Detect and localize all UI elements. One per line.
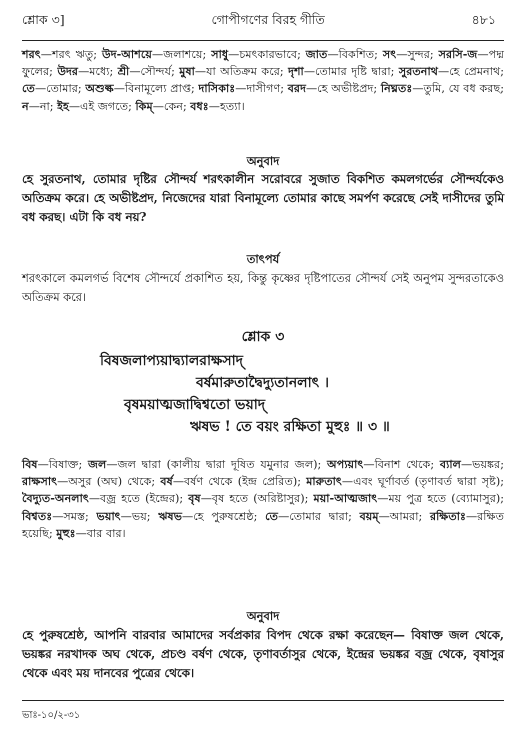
synonym-term: সুরতনাথ: [398, 64, 438, 79]
synonym-term: ঋষভ: [158, 508, 183, 523]
synonym-term: বৃষ: [188, 491, 201, 506]
header-chapter-title: গোপীগণের বিরহ গীতি: [211, 12, 325, 27]
synonym-meaning: সৌন্দর্য;: [140, 65, 180, 79]
synonym-meaning: বিনাশ থেকে;: [374, 458, 440, 471]
synonym-term: সাধু: [211, 47, 229, 61]
synonym-meaning: বজ্র হতে (ইন্দ্রের);: [100, 492, 189, 506]
footer-rule: [22, 700, 504, 701]
synonym-term: ভয়াৎ: [96, 508, 121, 523]
synonym-term: বয়ম্: [359, 508, 379, 523]
synonym-meaning: বর্ষণ থেকে (ইন্দ্র প্রেরিত);: [184, 475, 307, 489]
header-page-number: ৪৮১: [471, 12, 496, 27]
synonym-meaning: হে অভীষ্টপ্রদ;: [317, 82, 381, 96]
synonym-meaning: জলাশয়ে;: [163, 48, 212, 61]
synonym-meaning: ভয়;: [131, 509, 159, 523]
synonym-meaning: মধ্যে;: [89, 65, 118, 79]
synonym-term: উদ-আশয়ে: [102, 47, 153, 61]
synonym-meaning: না;: [39, 99, 58, 113]
synonym-meaning: তোমার;: [46, 82, 86, 96]
synonym-meaning: বৃষ হতে (অরিষ্টাসুর);: [211, 492, 314, 506]
verse-line: বিষজলাপ্যয়াদ্ব্যালরাক্ষসাদ্: [100, 353, 244, 369]
synonym-term: মারুতাৎ: [306, 474, 342, 489]
synonym-term: দৃশা: [288, 64, 304, 79]
synonym-meaning: বিষাক্ত;: [48, 458, 89, 471]
synonym-term: বিশ্বতঃ: [22, 508, 53, 523]
purport-heading: তাৎপর্য: [246, 252, 280, 266]
synonym-meaning: শরৎ ঋতু;: [51, 48, 103, 61]
synonym-term: শ্রী: [117, 64, 130, 79]
synonym-term: বধঃ: [190, 98, 209, 113]
synonym-meaning: যা অতিক্রম করে;: [206, 65, 289, 79]
header-rule: [22, 40, 504, 41]
verse-line: বৃষময়াত্মজাদ্বিশ্বতো ভয়াদ্: [124, 397, 266, 413]
synonym-meaning: চমৎকারভাবে;: [239, 48, 306, 61]
synonym-term: বিষ: [22, 457, 38, 471]
footer-signature: ভাঃ-১০/২-৩১: [22, 710, 81, 721]
header-verse-ref: শ্লোক ৩]: [22, 12, 65, 27]
synonym-meaning: রক্ষিত হয়েছি;: [22, 509, 504, 540]
verse-3: [22, 350, 504, 438]
synonym-term: জাত: [305, 47, 328, 61]
synonym-term: সৎ: [382, 47, 397, 61]
synonym-term: সরসি-জ: [438, 47, 478, 61]
verse-line: বর্ষমারুতাদ্বৈদ্যুতানলাৎ ।: [196, 375, 330, 391]
synonyms-verse-2: শরৎ—শরৎ ঋতু; উদ-আশয়ে—জলাশয়ে; সাধু—চমৎকারভাবে; জাত—বিকশিত; সৎ—সুন্দর; সরসি-জ—পদ্ম ফুলের; উদর—মধ্যে; শ্রী—সৌন্দর্য; মুষা—যা অতিক্রম করে; দৃশা—তোমার দৃষ্টি দ্বারা; সুরতনাথ—হে প্রেমনাথ; তে—তোমার; অশুল্ক—বিনামূল্যে প্রাপ্ত; দাসিকাঃ—দাসীগণ; বরদ—হে অভীষ্টপ্রদ; নিঘ্নতঃ—তুমি, যে বধ করছ; ন—না; ইহ—এই জগতে; কিম্—কেন; বধঃ—হত্যা।: [22, 47, 504, 113]
translation-heading-2: অনুবাদ: [246, 609, 280, 623]
synonym-term: নিঘ্নতঃ: [380, 81, 413, 96]
synonym-meaning: বার বার।: [86, 526, 126, 540]
synonym-meaning: হে পুরুষশ্রেষ্ঠ;: [193, 509, 266, 523]
synonym-meaning: বিনামূল্যে প্রাপ্ত;: [124, 82, 199, 96]
synonym-term: ব্যাল: [439, 457, 461, 471]
synonym-meaning: আমরা;: [389, 509, 430, 523]
synonym-meaning: ময় পুত্র হতে (ব্যোমাসুর);: [388, 492, 505, 506]
synonym-term: অপ্যয়াৎ: [327, 457, 364, 471]
synonym-meaning: সমস্ত;: [63, 509, 97, 523]
synonym-term: দাসিকাঃ: [198, 81, 236, 96]
synonym-term: বর্ষ: [160, 474, 173, 489]
synonym-term: মুহুঃ: [56, 525, 76, 540]
synonym-meaning: তুমি, যে বধ করছ;: [423, 82, 504, 96]
synonym-meaning: সুন্দর;: [407, 48, 439, 61]
synonym-term: অশুল্ক: [85, 81, 114, 96]
translation-heading: অনুবাদ: [246, 154, 280, 168]
synonym-term: উদর: [57, 64, 79, 79]
synonym-meaning: হে প্রেমনাথ;: [449, 65, 504, 79]
translation-verse-3: হে পুরুষশ্রেষ্ঠ, আপনি বারবার আমাদের সর্বপ্রকার বিপদ থেকে রক্ষা করেছেন— বিষাক্ত জল থেকে, ভয়ঙ্কর নরখাদক অঘ থেকে, প্রচণ্ড বর্ষণ থেকে, তৃণাবর্তাসুর থেকে, ইন্দ্রের ভয়ঙ্কর বজ্র থেকে, বৃষাসুর থেকে এবং ময় দানবের পুত্রের থেকে।: [22, 628, 504, 680]
synonym-meaning: পদ্ম ফুলের;: [22, 48, 504, 79]
synonym-meaning: কেন;: [163, 99, 191, 113]
synonym-meaning: জল দ্বারা (কালীয় দ্বারা দূষিত যমুনার জল);: [117, 458, 328, 471]
synonyms-verse-3: বিষ—বিষাক্ত; জল—জল দ্বারা (কালীয় দ্বারা দূষিত যমুনার জল); অপ্যয়াৎ—বিনাশ থেকে; ব্যাল—ভয়ঙ্কর; রাক্ষসাৎ—অসুর (অঘ) থেকে; বর্ষ—বর্ষণ থেকে (ইন্দ্র প্রেরিত); মারুতাৎ—এবং ঘূর্ণাবর্ত (তৃণাবর্ত দ্বারা সৃষ্ট); বৈদ্যুত-অনলাৎ—বজ্র হতে (ইন্দ্রের); বৃষ—বৃষ হতে (অরিষ্টাসুর); ময়া-আত্মজাৎ—ময় পুত্র হতে (ব্যোমাসুর); বিশ্বতঃ—সমস্ত; ভয়াৎ—ভয়; ঋষভ—হে পুরুষশ্রেষ্ঠ; তে—তোমার দ্বারা; বয়ম্—আমরা; রক্ষিতাঃ—রক্ষিত হয়েছি; মুহুঃ—বার বার।: [22, 457, 505, 540]
synonym-term: জল: [88, 457, 107, 471]
synonym-term: ইহ: [57, 98, 69, 113]
book-page: [22, 10, 504, 725]
synonym-meaning: এই জগতে;: [80, 99, 136, 113]
synonym-meaning: তোমার দ্বারা;: [289, 509, 360, 523]
synonym-term: তে: [22, 81, 35, 96]
synonym-meaning: বিকশিত;: [338, 48, 383, 61]
translation-verse-2: হে সুরতনাথ, তোমার দৃষ্টির সৌন্দর্য শরৎকালীন সরোবরে সুজাত বিকশিত কমলগর্ভের সৌন্দর্যকেও অতিক্রম করে। হে অভীষ্টপ্রদ, নিজেদের যারা বিনামূল্যে তোমার কাছে সমর্পণ করেছে সেই দাসীদের তুমি বধ করছ। এটা কি বধ নয়?: [22, 172, 504, 224]
purport-text: শরৎকালে কমলগর্ভ বিশেষ সৌন্দর্যে প্রকাশিত হয়, কিন্তু কৃষ্ণের দৃষ্টিপাতের সৌন্দর্য সেই অনুপম সুন্দরতাকেও অতিক্রম করে।: [22, 271, 504, 304]
synonym-meaning: এবং ঘূর্ণাবর্ত (তৃণাবর্ত দ্বারা সৃষ্ট);: [353, 475, 504, 489]
synonym-meaning: হত্যা।: [219, 99, 245, 113]
synonym-term: রক্ষিতাঃ: [429, 508, 466, 523]
verse-title: শ্লোক ৩: [241, 329, 285, 345]
synonym-term: বৈদ্যুত-অনলাৎ: [22, 491, 89, 506]
synonym-term: রাক্ষসাৎ: [22, 474, 58, 489]
synonym-term: কিম্: [135, 98, 153, 113]
synonym-meaning: দাসীগণ;: [246, 82, 288, 96]
synonym-term: তে: [265, 508, 279, 523]
synonym-term: ন: [22, 98, 29, 113]
synonym-term: ময়া-আত্মজাৎ: [313, 491, 378, 506]
synonym-term: মুষা: [179, 64, 195, 79]
page-header: [22, 10, 504, 34]
synonym-meaning: ভয়ঙ্কর;: [472, 458, 504, 471]
synonym-meaning: অসুর (অঘ) থেকে;: [68, 475, 161, 489]
synonym-term: বরদ: [287, 81, 306, 96]
synonym-term: শরৎ: [22, 47, 41, 61]
verse-line: ঋষভ ! তে বয়ং রক্ষিতা মুহুঃ ॥ ৩ ॥: [190, 419, 390, 435]
synonym-meaning: তোমার দৃষ্টি দ্বারা;: [315, 65, 399, 79]
